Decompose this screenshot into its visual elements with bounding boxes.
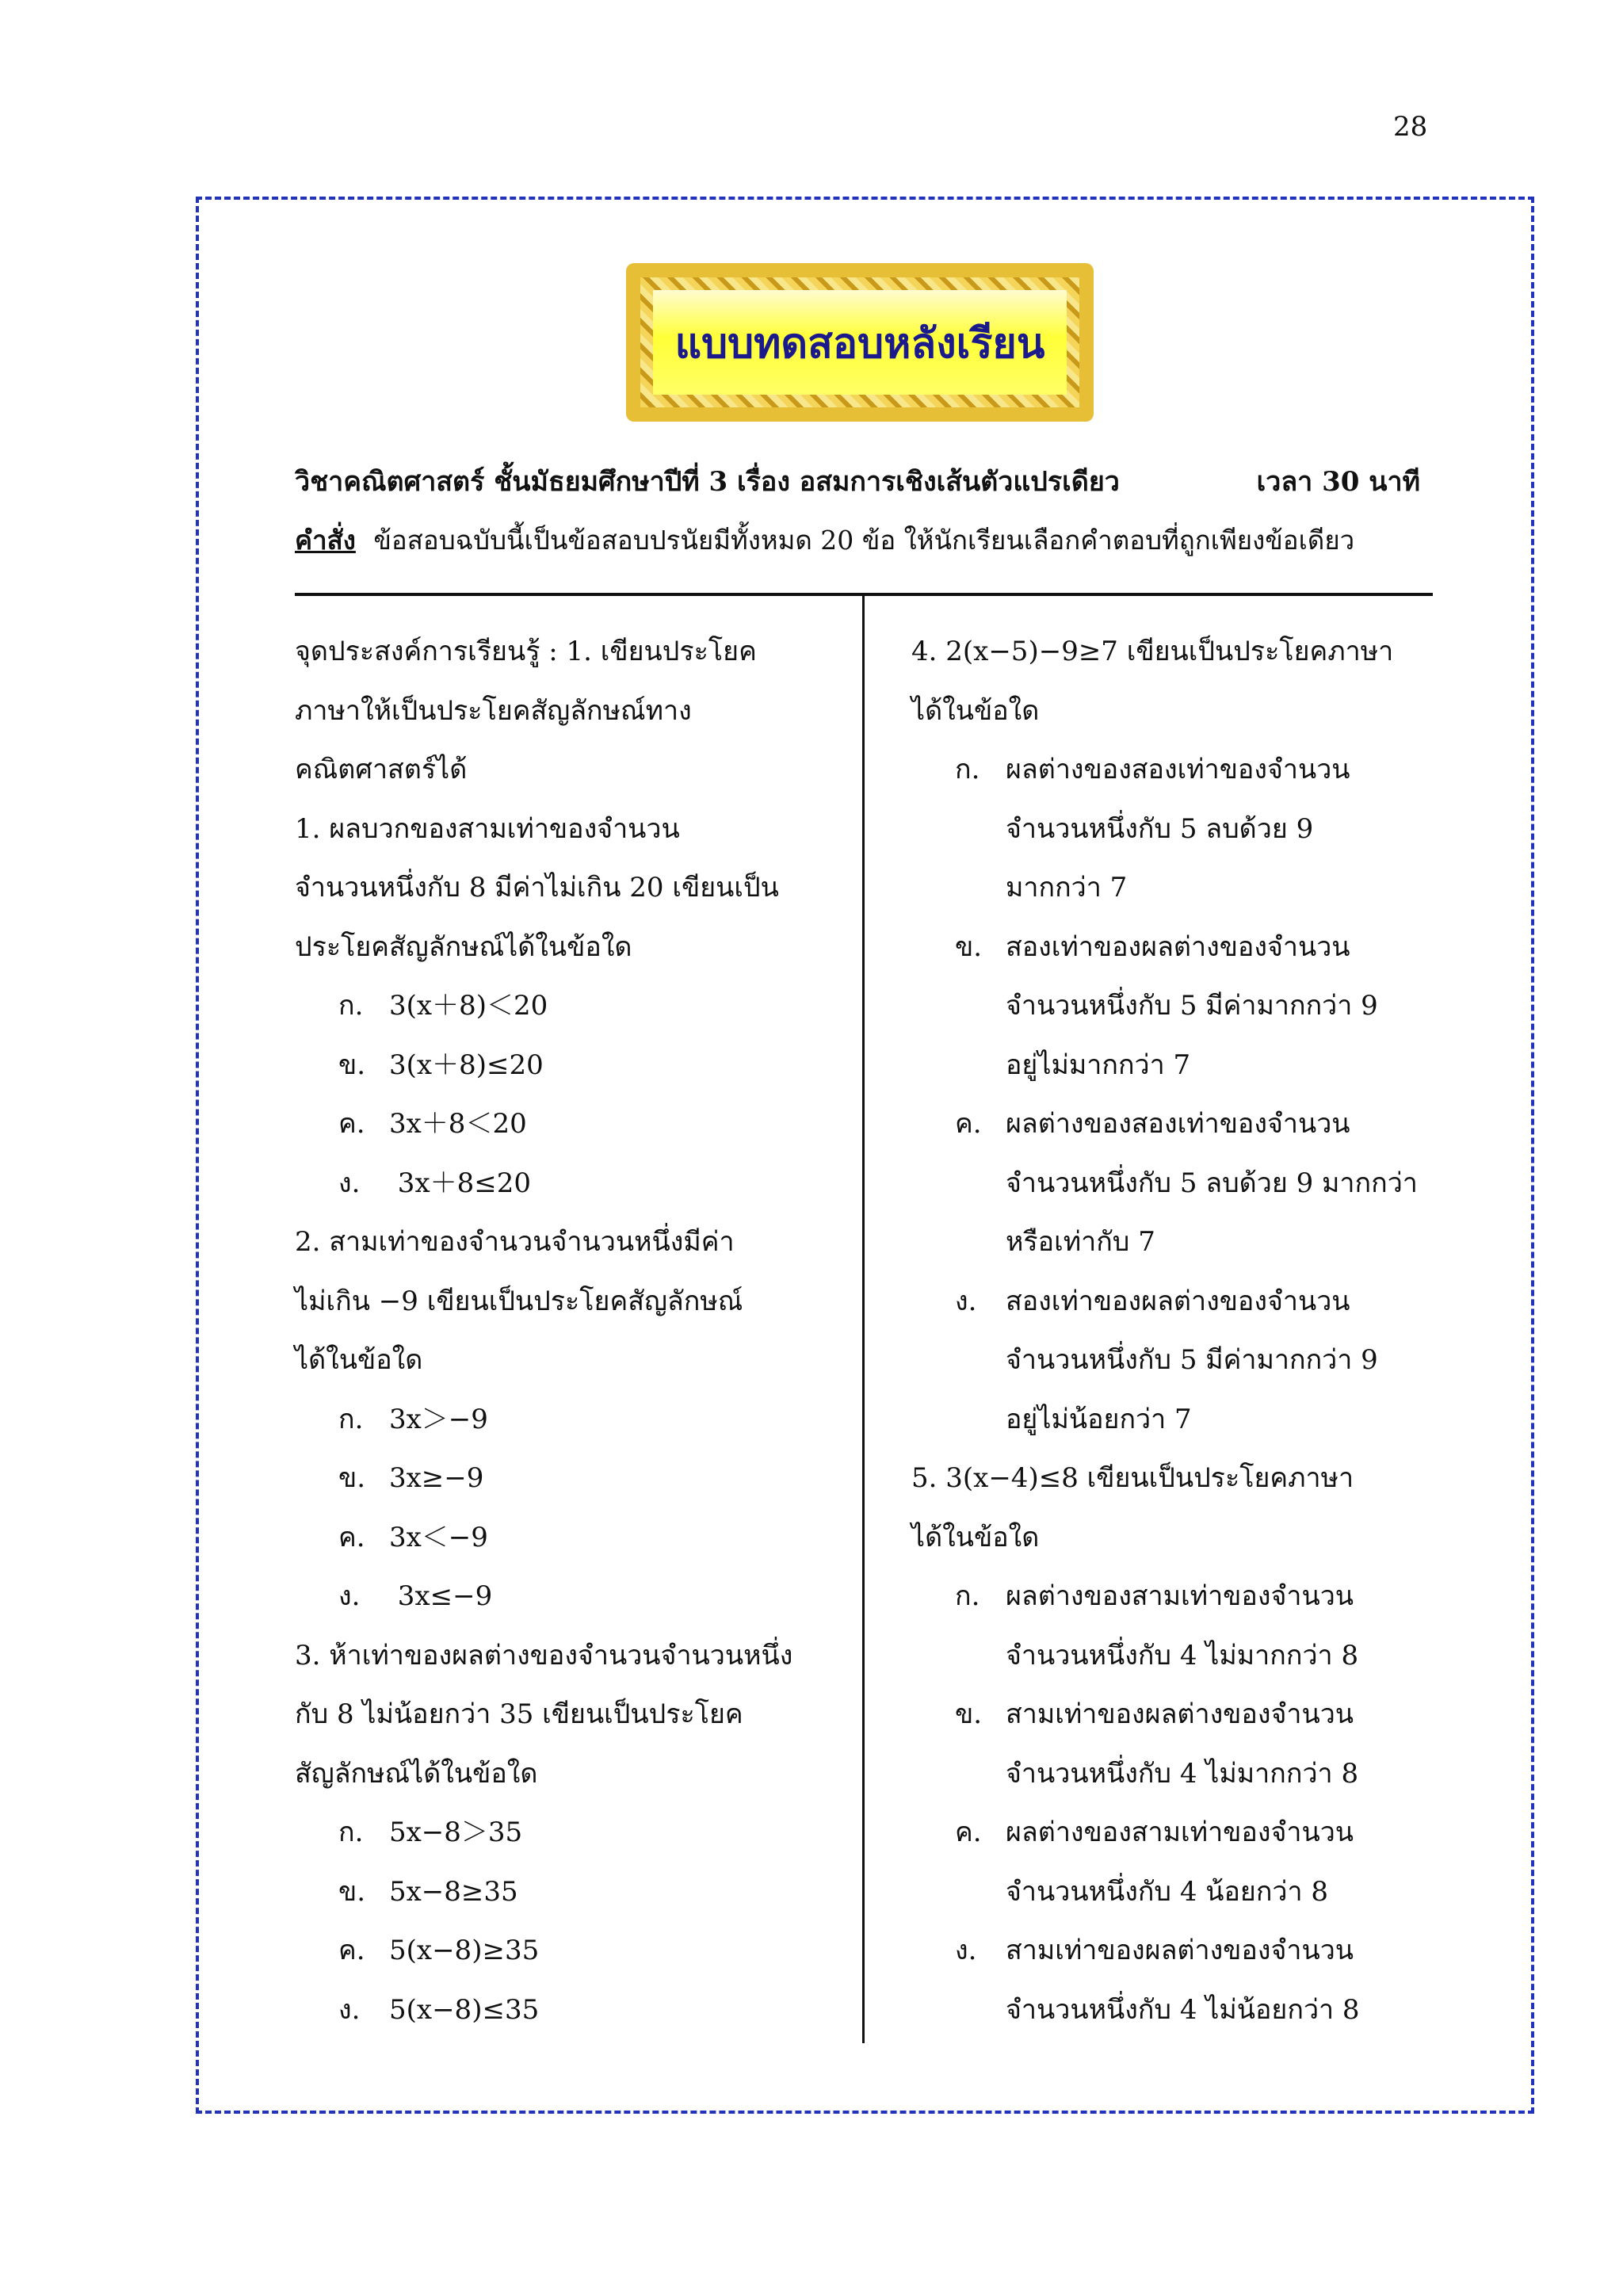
option-mark: ง. <box>338 1993 361 2026</box>
question-4-option-a[interactable] <box>911 754 1458 813</box>
question-3-line: กับ 8 ไม่น้อยกว่า 35 เขียนเป็นประโยค <box>295 1698 743 1730</box>
question-1-option-d[interactable] <box>295 1167 842 1227</box>
objective-line: คณิตศาสตร์ได้ <box>295 754 468 785</box>
option-text-continuation: อยู่ไม่มากกว่า 7 <box>1006 1049 1191 1081</box>
question-2-option-a[interactable] <box>295 1404 842 1463</box>
option-mark: ข. <box>338 1049 366 1081</box>
option-text: สามเท่าของผลต่างของจำนวน <box>1006 1935 1354 1966</box>
option-mark: ข. <box>955 930 983 963</box>
question-2-option-b[interactable] <box>295 1462 842 1522</box>
question-1-line: ประโยคสัญลักษณ์ได้ในข้อใด <box>295 930 632 963</box>
option-mark: ก. <box>338 990 364 1022</box>
option-mark: ง. <box>338 1580 361 1612</box>
option-mark: ก. <box>955 1580 980 1612</box>
option-text: 3x＋8≤20 <box>389 1167 531 1199</box>
question-2-option-d[interactable] <box>295 1580 842 1640</box>
question-3-option-b[interactable] <box>295 1876 842 1935</box>
option-mark: ก. <box>955 754 980 785</box>
question-1-line: 1. ผลบวกของสามเท่าของจำนวน <box>295 812 680 845</box>
question-5-option-d[interactable] <box>911 1935 1458 1994</box>
option-text: สองเท่าของผลต่างของจำนวน <box>1006 1285 1350 1317</box>
option-text-continuation: จำนวนหนึ่งกับ 4 ไม่น้อยกว่า 8 <box>1006 1993 1360 2026</box>
objective-line: ภาษาให้เป็นประโยคสัญลักษณ์ทาง <box>295 694 692 727</box>
question-5-line: 5. 3(x−4)≤8 เขียนเป็นประโยคภาษา <box>911 1462 1354 1494</box>
question-5-option-a[interactable] <box>911 1580 1458 1640</box>
question-1-option-b[interactable] <box>295 1049 842 1109</box>
question-5-option-b[interactable] <box>911 1698 1458 1758</box>
option-text-continuation: มากกว่า 7 <box>1006 872 1128 904</box>
question-1-line: จำนวนหนึ่งกับ 8 มีค่าไม่เกิน 20 เขียนเป็น <box>295 872 779 904</box>
instruction-label: คำสั่ง <box>295 525 356 556</box>
option-text-continuation: จำนวนหนึ่งกับ 4 ไม่มากกว่า 8 <box>1006 1757 1359 1790</box>
option-text: 3(x＋8)＜20 <box>389 990 548 1022</box>
question-3-option-c[interactable] <box>295 1935 842 1994</box>
right-column <box>911 636 1458 2053</box>
question-1-option-a[interactable] <box>295 990 842 1049</box>
question-4-option-c[interactable] <box>911 1108 1458 1167</box>
option-mark: ค. <box>955 1817 982 1848</box>
left-column <box>295 636 842 2053</box>
question-5-line: ได้ในข้อใด <box>911 1521 1040 1553</box>
option-text: 3x＋8＜20 <box>389 1108 527 1140</box>
question-3-option-a[interactable] <box>295 1817 842 1876</box>
option-text: 5x−8＞35 <box>389 1817 523 1848</box>
option-mark: ก. <box>338 1403 364 1435</box>
option-text: 5(x−8)≤35 <box>389 1993 540 2026</box>
option-text-continuation: อยู่ไม่น้อยกว่า 7 <box>1006 1403 1192 1435</box>
option-text: 3x＜−9 <box>389 1521 488 1553</box>
option-mark: ค. <box>338 1108 365 1140</box>
test-title: แบบทดสอบหลังเรียน <box>674 319 1045 368</box>
option-text: สองเท่าของผลต่างของจำนวน <box>1006 930 1350 963</box>
option-mark: ข. <box>338 1875 366 1908</box>
option-text-continuation: หรือเท่ากับ 7 <box>1006 1226 1155 1258</box>
option-text-continuation: จำนวนหนึ่งกับ 5 ลบด้วย 9 <box>1006 812 1314 845</box>
option-mark: ข. <box>955 1698 983 1730</box>
option-text-continuation: จำนวนหนึ่งกับ 4 ไม่มากกว่า 8 <box>1006 1639 1359 1671</box>
question-2-line: 2. สามเท่าของจำนวนจำนวนหนึ่งมีค่า <box>295 1226 735 1258</box>
option-text-continuation: จำนวนหนึ่งกับ 5 ลบด้วย 9 มากกว่า <box>1006 1167 1418 1199</box>
option-text: ผลต่างของสามเท่าของจำนวน <box>1006 1817 1354 1848</box>
option-text-continuation: จำนวนหนึ่งกับ 5 มีค่ามากกว่า 9 <box>1006 1344 1378 1376</box>
objective-line: จุดประสงค์การเรียนรู้ : 1. เขียนประโยค <box>295 636 757 667</box>
question-3-line: 3. ห้าเท่าของผลต่างของจำนวนจำนวนหนึ่ง <box>295 1639 793 1671</box>
option-text-continuation: จำนวนหนึ่งกับ 5 มีค่ามากกว่า 9 <box>1006 990 1378 1022</box>
question-4-line: ได้ในข้อใด <box>911 694 1040 727</box>
subject-line <box>295 460 1420 502</box>
option-text: 3x≤−9 <box>389 1580 493 1612</box>
option-mark: ค. <box>338 1521 365 1553</box>
question-3-line: สัญลักษณ์ได้ในข้อใด <box>295 1757 538 1790</box>
question-2-line: ได้ในข้อใด <box>295 1344 423 1376</box>
option-mark: ง. <box>955 1285 977 1317</box>
option-text: สามเท่าของผลต่างของจำนวน <box>1006 1698 1354 1730</box>
option-mark: ค. <box>338 1935 365 1966</box>
column-divider <box>862 596 865 2043</box>
option-text: ผลต่างของสามเท่าของจำนวน <box>1006 1580 1354 1612</box>
instruction-text: ข้อสอบฉบับนี้เป็นข้อสอบปรนัยมีทั้งหมด 20 ข้อ ให้นักเรียนเลือกคำตอบที่ถูกเพียงข้อเดียว <box>373 525 1355 556</box>
question-4-option-b[interactable] <box>911 931 1458 991</box>
option-text: ผลต่างของสองเท่าของจำนวน <box>1006 1108 1350 1140</box>
question-2-option-c[interactable] <box>295 1522 842 1581</box>
question-1-option-c[interactable] <box>295 1108 842 1167</box>
question-5-option-c[interactable] <box>911 1817 1458 1876</box>
page-number: 28 <box>1393 111 1428 143</box>
question-4-option-d[interactable] <box>911 1286 1458 1345</box>
option-mark: ค. <box>955 1108 982 1140</box>
instruction-line <box>295 519 1436 561</box>
option-text: 3x＞−9 <box>389 1403 488 1435</box>
option-text: 3x≥−9 <box>389 1462 484 1494</box>
option-mark: ข. <box>338 1462 366 1494</box>
option-text: 3(x＋8)≤20 <box>389 1049 544 1081</box>
option-text: 5x−8≥35 <box>389 1875 518 1908</box>
subject-text: วิชาคณิตศาสตร์ ชั้นมัธยมศึกษาปีที่ 3 เรื่อง อสมการเชิงเส้นตัวแปรเดียว <box>295 466 1120 498</box>
option-text: ผลต่างของสองเท่าของจำนวน <box>1006 754 1350 785</box>
option-mark: ง. <box>338 1167 361 1199</box>
option-mark: ก. <box>338 1817 364 1848</box>
title-banner <box>626 263 1094 422</box>
title-banner-inner <box>653 290 1067 395</box>
option-text: 5(x−8)≥35 <box>389 1935 540 1966</box>
question-4-line: 4. 2(x−5)−9≥7 เขียนเป็นประโยคภาษา <box>911 636 1394 667</box>
question-3-option-d[interactable] <box>295 1994 842 2053</box>
option-mark: ง. <box>955 1935 977 1966</box>
option-text-continuation: จำนวนหนึ่งกับ 4 น้อยกว่า 8 <box>1006 1875 1329 1908</box>
question-2-line: ไม่เกิน −9 เขียนเป็นประโยคสัญลักษณ์ <box>295 1285 743 1317</box>
time-limit: เวลา 30 นาที <box>1256 466 1420 498</box>
